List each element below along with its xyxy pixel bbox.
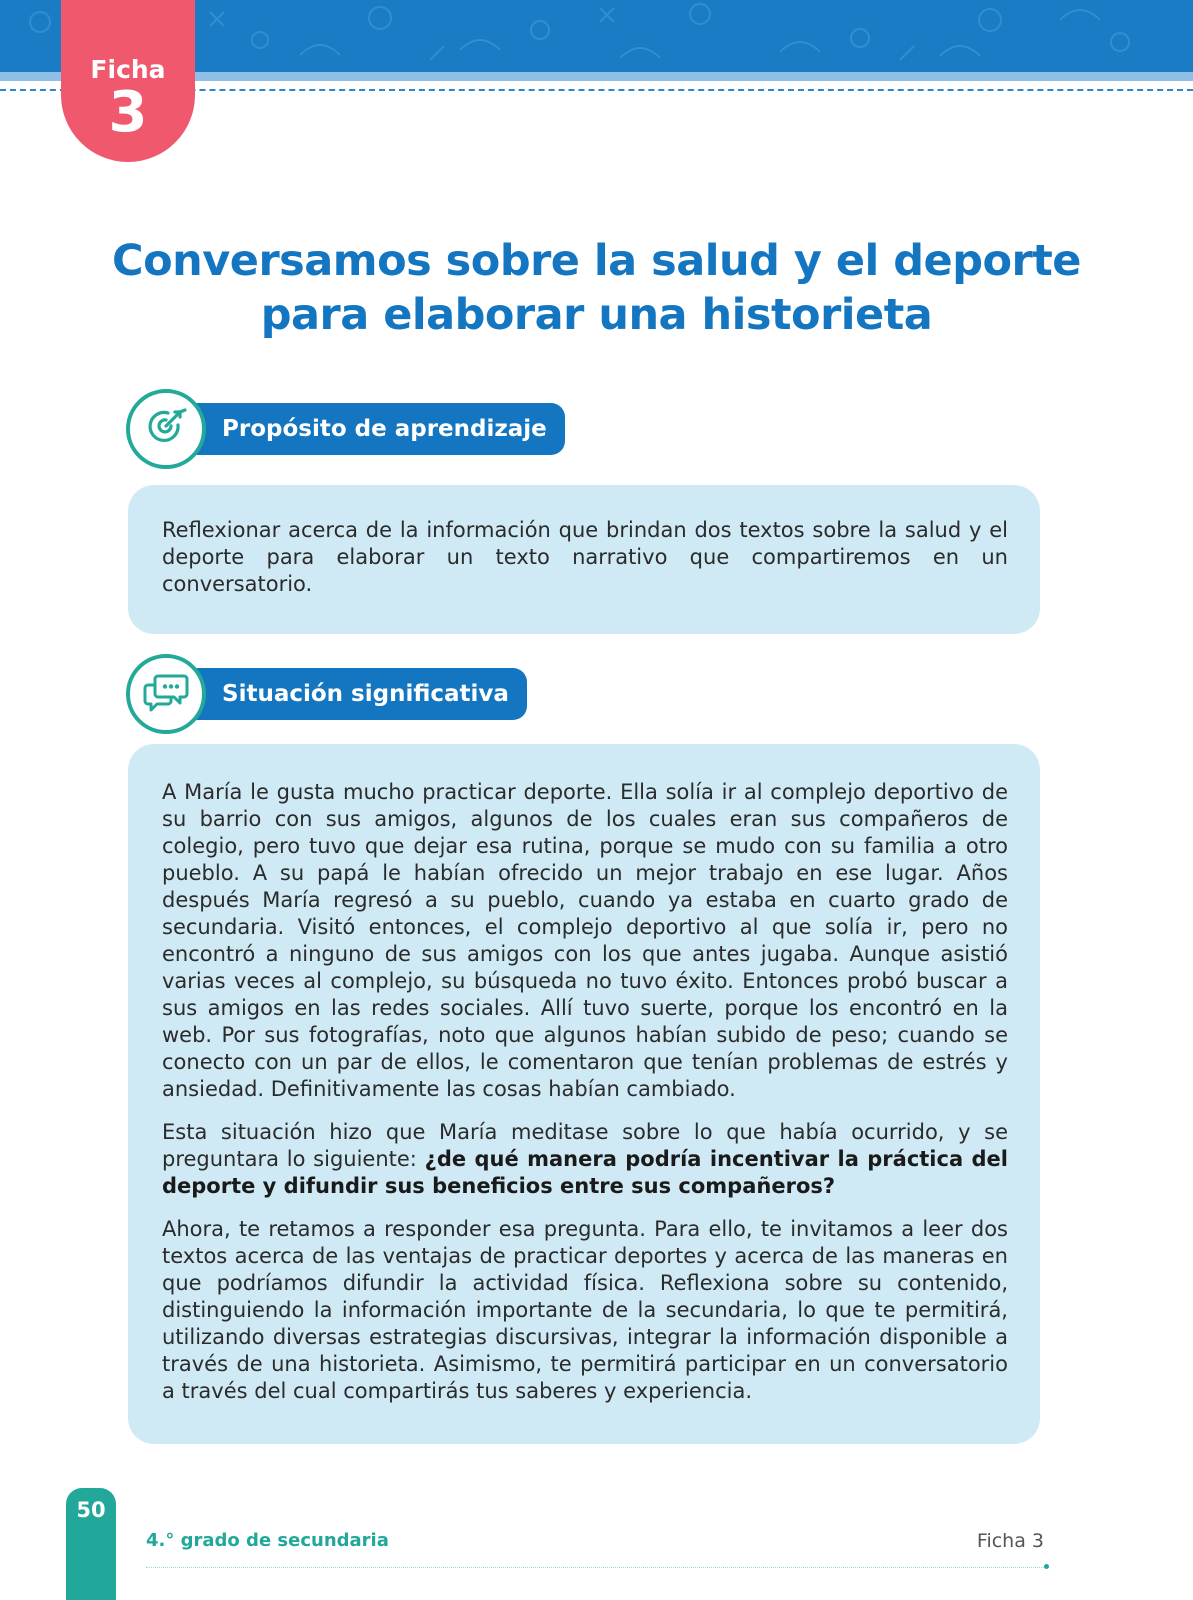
page-title-line-2: para elaborar una historieta [260,290,933,340]
page-number: 50 [66,1488,116,1600]
situacion-box [128,744,1040,1444]
page-title [60,234,1133,342]
ficha-number: 3 [108,80,148,145]
proposito-icon-circle [126,389,206,469]
situacion-paragraph-1: A María le gusta mucho practicar deporte. Ella solía ir al complejo deportivo de su barrio con sus amigos, algunos de los cuales eran sus compañeros de colegio, pero tuvo que dejar esa rutina, porque se mudo con su familia a otro pueblo. A su papá le habían ofrecido un mejor trabajo en ese lugar. Años después María regresó a su pueblo, cuando ya estaba en cuarto grado de secundaria. Visitó entonces, el complejo deportivo al que solía ir, pero no encontró a ninguno de sus amigos con los que antes jugaba. Aunque asistió varias veces al complejo, su búsqueda no tuvo éxito. Entonces probó buscar a sus amigos en las redes sociales. Allí tuvo suerte, porque los encontró en la web. Por sus fotografías, noto que algunos habían subido de peso; cuando se conecto con un par de ellos, le comentaron que tenían problemas de estrés y ansiedad. Definitivamente las cosas habían cambiado. [162,780,1008,1101]
footer-divider [146,1567,1046,1568]
footer-ficha: Ficha 3 [976,1530,1044,1552]
situacion-paragraph-2 [162,1119,1008,1200]
page-title-line-1: Conversamos sobre la salud y el deporte [112,236,1081,286]
ficha-badge [61,0,195,162]
footer-grade: 4.° grado de secundaria [146,1530,389,1551]
footer-dot [1044,1564,1049,1569]
proposito-box [128,485,1040,634]
situacion-heading: Situación significativa [188,668,527,720]
situacion-icon-circle [126,654,206,734]
proposito-text: Reflexionar acerca de la información que brindan dos textos sobre la salud y el deporte para elaborar un texto narrativo que compartiremos en un conversatorio. [162,518,1008,596]
situacion-paragraph-3: Ahora, te retamos a responder esa pregunta. Para ello, te invitamos a leer dos textos acerca de las ventajas de practicar deportes y acerca de las maneras en que podríamos difundir la actividad física. Reflexiona sobre su contenido, distinguiendo la información importante de la secundaria, lo que te permitirá, utilizando diversas estrategias discursivas, integrar la información disponible a través de una historieta. Asimismo, te permitirá participar en un conversatorio a través del cual compartirás tus saberes y experiencia. [162,1217,1008,1403]
ficha-label: Ficha [90,55,166,84]
situacion-paragraph-2-intro: Esta situación hizo que María meditase sobre lo que había ocurrido, y se preguntara lo siguiente: [162,1120,1008,1171]
situacion-question: ¿de qué manera podría incentivar la práctica del deporte y difundir sus beneficios entre sus compañeros? [162,1147,1008,1198]
target-icon [142,403,190,455]
proposito-heading: Propósito de aprendizaje [188,403,565,455]
chat-bubbles-icon [142,668,190,720]
